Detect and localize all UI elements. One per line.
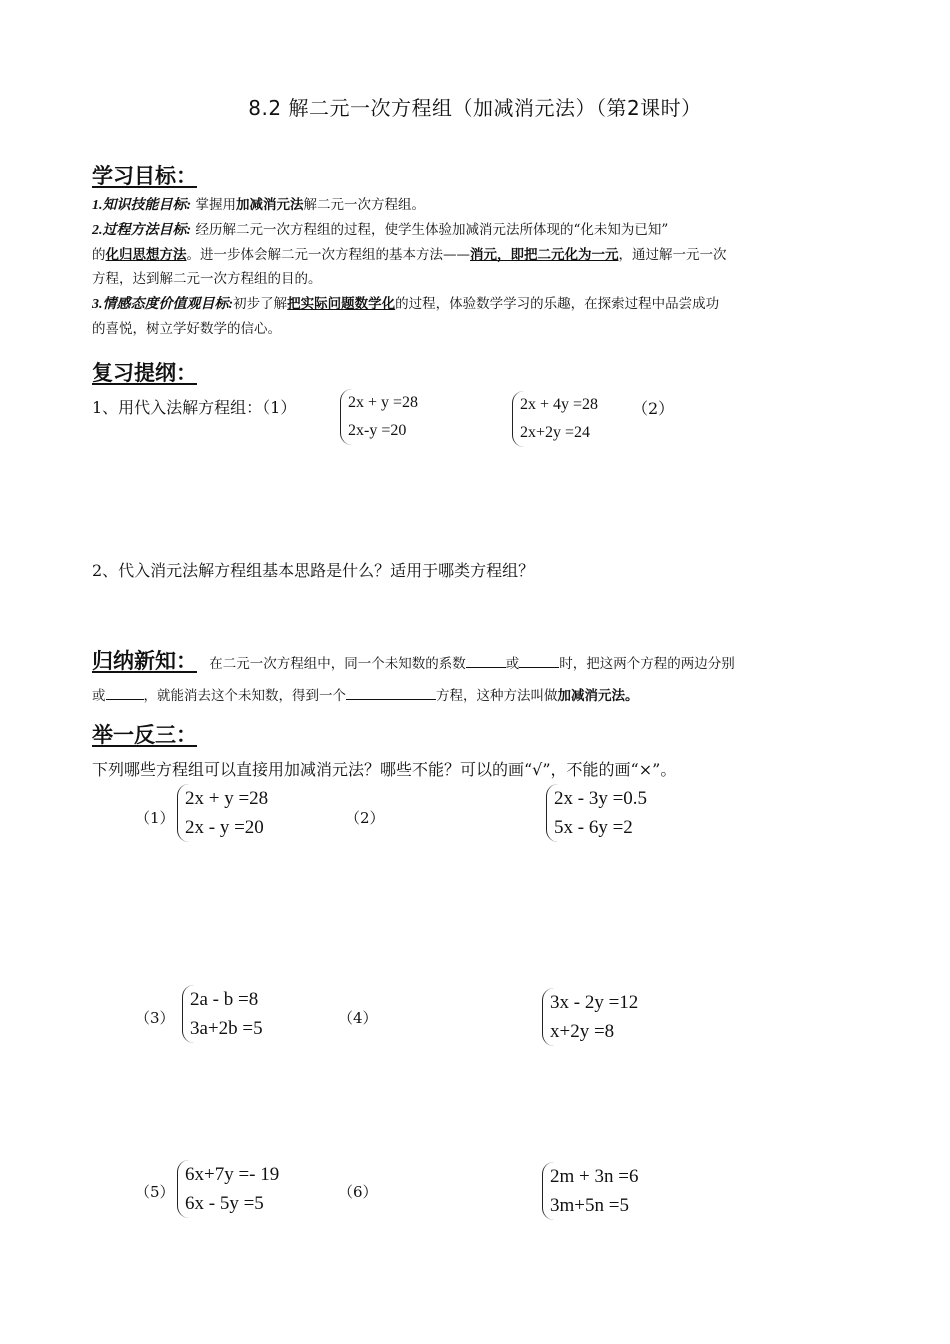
- objective-2: [92, 218, 882, 291]
- equation: 2x - 3y =0.5: [554, 788, 648, 809]
- practice-label-4: （4）: [338, 1009, 378, 1027]
- practice-label-1: （1）: [135, 809, 175, 827]
- practice-system-6: [542, 1162, 638, 1220]
- practice-intro: 下列哪些方程组可以直接用加减消元法？哪些不能？可以的画“√”，不能的画“×”。: [92, 760, 677, 779]
- equation: 2x + y =28: [185, 788, 269, 809]
- equation: 2x + 4y =28: [520, 396, 599, 413]
- practice-label-3: （3）: [135, 1009, 175, 1027]
- practice-system-5: [177, 1160, 279, 1218]
- objective-3-bold: 把实际问题数学化: [287, 296, 396, 312]
- equation: 6x+7y =- 19: [185, 1164, 280, 1185]
- equation: 2m + 3n =6: [550, 1166, 639, 1187]
- equation: 5x - 6y =2: [554, 817, 633, 838]
- review-q2: 2、代入消元法解方程组基本思路是什么？适用于哪类方程组？: [92, 561, 535, 580]
- objective-1-text: 掌握用: [195, 197, 236, 213]
- objective-2-label: 2.过程方法目标:: [92, 223, 192, 238]
- practice-label-2: （2）: [345, 809, 385, 827]
- review-label-2: （2）: [632, 399, 675, 418]
- induction-when: 时，把这两个方程的两边分别: [559, 656, 735, 672]
- induction-method: 加减消元法。: [557, 688, 639, 704]
- page-title: 8.2 解二元一次方程组（加减消元法）（第2课时）: [248, 96, 702, 120]
- equation: 2a - b =8: [190, 989, 259, 1010]
- practice-label-5: （5）: [135, 1183, 175, 1201]
- objective-2-bold2: 消元，即把二元化为一元: [470, 247, 619, 263]
- induction-line2-post: 方程，这种方法叫做: [436, 688, 558, 704]
- objective-2-text: 经历解二元一次方程组的过程，使学生体验加减消元法所体现的“化未知为已知”: [195, 222, 669, 238]
- blank[interactable]: [346, 685, 436, 700]
- equation: 2x+2y =24: [520, 424, 591, 441]
- objective-3-line2: 的喜悦，树立学好数学的信心。: [92, 321, 281, 337]
- objective-1: [92, 193, 872, 218]
- equation: 3a+2b =5: [190, 1018, 263, 1039]
- practice-system-3: [182, 985, 263, 1043]
- induction-line2-pre: 或: [92, 688, 106, 704]
- objective-1-bold: 加减消元法: [235, 197, 304, 213]
- objectives-heading: 学习目标：: [92, 164, 197, 188]
- blank[interactable]: [466, 653, 506, 668]
- objective-2-post: ，通过解一元一次: [618, 247, 727, 263]
- equation: 2x-y =20: [348, 422, 407, 439]
- practice-label-6: （6）: [338, 1183, 378, 1201]
- equation: 2x - y =20: [185, 817, 264, 838]
- practice-system-4: [542, 988, 638, 1046]
- objective-2-bold: 化归思想方法: [105, 247, 187, 263]
- review-heading: 复习提纲：: [92, 361, 197, 385]
- equation: 2x + y =28: [348, 394, 419, 411]
- review-system-1: [340, 389, 418, 445]
- practice-system-1: [177, 784, 268, 842]
- objective-1-label: 1.知识技能目标:: [92, 198, 192, 213]
- review-q1: 1、用代入法解方程组：（1）: [92, 398, 297, 417]
- review-system-2: [512, 391, 598, 447]
- objective-2-line2-pre: 的: [92, 247, 106, 263]
- induction-line2-mid: ，就能消去这个未知数，得到一个: [143, 688, 346, 704]
- induction-text: 在二元一次方程组中，同一个未知数的系数: [209, 656, 466, 672]
- induction-heading: 归纳新知：: [92, 649, 197, 673]
- induction: [92, 645, 882, 712]
- equation: 6x - 5y =5: [185, 1193, 264, 1214]
- objective-3-post: 的过程，体验数学学习的乐趣，在探索过程中品尝成功: [395, 296, 720, 312]
- practice-heading: 举一反三：: [92, 723, 197, 747]
- objective-3-text: 初步了解: [233, 296, 288, 312]
- equation: 3x - 2y =12: [550, 992, 639, 1013]
- objective-3-label: 3.情感态度价值观目标:: [92, 297, 234, 312]
- blank[interactable]: [106, 685, 144, 700]
- equation: x+2y =8: [550, 1021, 615, 1042]
- blank[interactable]: [519, 653, 559, 668]
- objective-2-line3: 方程，达到解二元一次方程组的目的。: [92, 271, 322, 287]
- objective-2-mid: 。进一步体会解二元一次方程组的基本方法——: [186, 247, 470, 263]
- objective-3: [92, 292, 882, 341]
- practice-system-2: [546, 784, 647, 842]
- equation: 3m+5n =5: [550, 1195, 629, 1216]
- objective-1-text-end: 解二元一次方程组。: [303, 197, 425, 213]
- induction-or: 或: [505, 656, 520, 672]
